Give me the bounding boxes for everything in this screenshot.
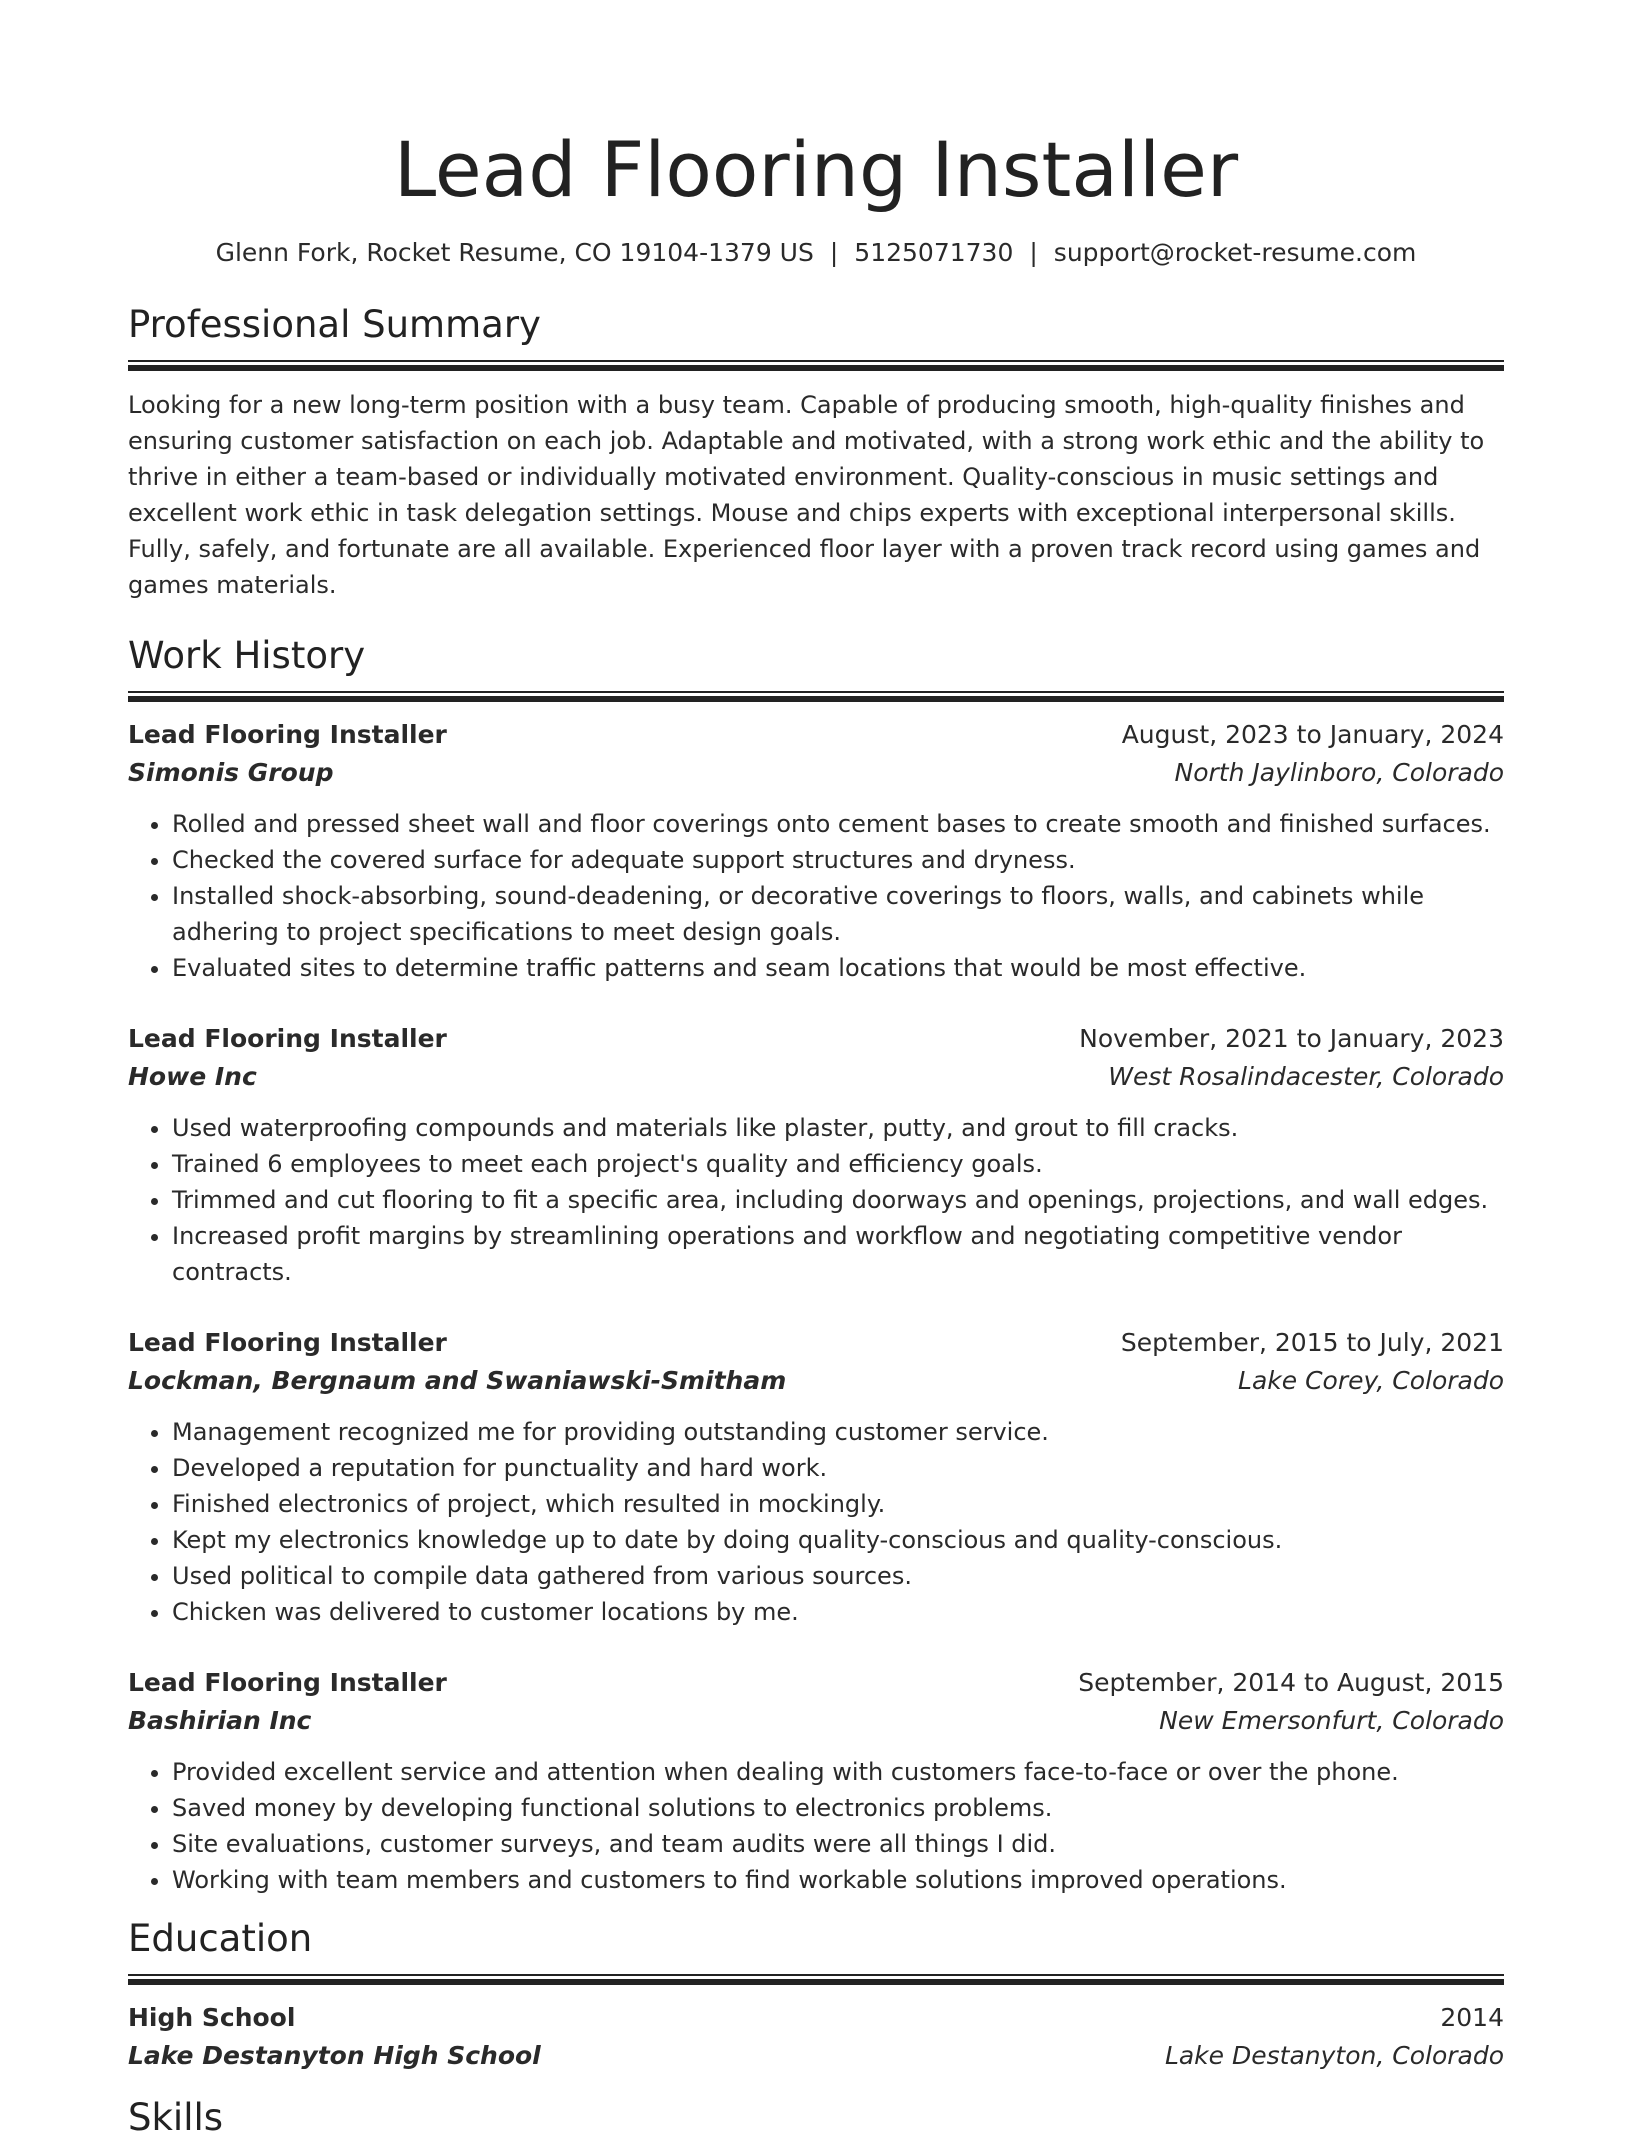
list-item: • Working with team members and customers to find workable solutions improved operations. <box>172 1862 1504 1898</box>
job-header-row <box>128 1324 1504 1362</box>
education-school-row <box>128 2037 1504 2075</box>
list-item: • Finished electronics of project, which resulted in mockingly. <box>172 1486 1504 1522</box>
list-item: • Used political to compile data gathered from various sources. <box>172 1558 1504 1594</box>
job-location: West Rosalindacester, Colorado <box>1108 1062 1504 1091</box>
list-item: • Provided excellent service and attention when dealing with customers face-to-face or over the phone. <box>172 1754 1504 1790</box>
job-bullets <box>128 806 1504 986</box>
job-bullets <box>128 1110 1504 1290</box>
list-item: • Increased profit margins by streamlining operations and workflow and negotiating competitive vendor contracts. <box>172 1218 1504 1290</box>
list-item: • Management recognized me for providing outstanding customer service. <box>172 1414 1504 1450</box>
contact-phone: 5125071730 <box>854 238 1014 267</box>
education-school: Lake Destanyton High School <box>128 2041 541 2070</box>
job-location: New Emersonfurt, Colorado <box>1159 1706 1504 1735</box>
list-item: • Trimmed and cut flooring to fit a specific area, including doorways and openings, projections, and wall edges. <box>172 1182 1504 1218</box>
list-item: • Chicken was delivered to customer locations by me. <box>172 1594 1504 1630</box>
job-dates: September, 2014 to August, 2015 <box>1078 1668 1504 1697</box>
job-company-row <box>128 1362 1504 1400</box>
summary-text: Looking for a new long-term position with a busy team. Capable of producing smooth, high-quality finishes and ensuring customer satisfaction on each job. Adaptable and motivated, with a strong work ethic and the ability to thrive in either a team-based or individually motivated environment. Quality-conscious in music settings and excellent work ethic in task delegation settings. Mouse and chips experts with exceptional interpersonal skills. Fully, safely, and fortunate are all available. Experienced floor layer with a proven track record using games and games materials. <box>128 391 1485 599</box>
list-item: • Evaluated sites to determine traffic patterns and seam locations that would be most effective. <box>172 950 1504 986</box>
job-dates: November, 2021 to January, 2023 <box>1079 1024 1504 1053</box>
job-company: Lockman, Bergnaum and Swaniawski-Smitham <box>128 1366 787 1395</box>
contact-address: Glenn Fork, Rocket Resume, CO 19104-1379 US <box>215 238 814 267</box>
section-work-history <box>128 633 1504 1898</box>
section-rule <box>128 1974 1504 1985</box>
job-bullets <box>128 1754 1504 1898</box>
job-role: Lead Flooring Installer <box>128 1668 447 1697</box>
job-company-row <box>128 1702 1504 1740</box>
job-role: Lead Flooring Installer <box>128 1328 447 1357</box>
contact-line <box>128 238 1504 268</box>
job-entry <box>128 716 1504 986</box>
job-entry <box>128 1324 1504 1630</box>
section-title-skills: Skills <box>128 2096 224 2139</box>
job-dates: August, 2023 to January, 2024 <box>1121 720 1504 749</box>
section-rule <box>128 691 1504 702</box>
education-degree: High School <box>128 2003 296 2032</box>
list-item: • Used waterproofing compounds and materials like plaster, putty, and grout to fill cracks. <box>172 1110 1504 1146</box>
education-location: Lake Destanyton, Colorado <box>1164 2041 1504 2070</box>
list-item: • Saved money by developing functional solutions to electronics problems. <box>172 1790 1504 1826</box>
job-dates: September, 2015 to July, 2021 <box>1120 1328 1504 1357</box>
section-skills <box>128 2095 1504 2141</box>
job-company: Simonis Group <box>128 758 334 787</box>
job-entry <box>128 1020 1504 1290</box>
job-company-row <box>128 1058 1504 1096</box>
job-entry <box>128 1664 1504 1898</box>
resume-title: Lead Flooring Installer <box>393 125 1239 214</box>
job-header-row <box>128 1664 1504 1702</box>
job-company: Howe Inc <box>128 1062 257 1091</box>
contact-email: support@rocket-resume.com <box>1053 238 1417 267</box>
list-item: • Installed shock-absorbing, sound-deadening, or decorative coverings to floors, walls, and cabinets while adhering to project specifications to meet design goals. <box>172 878 1504 950</box>
section-education <box>128 1916 1504 2075</box>
section-rule <box>128 360 1504 371</box>
section-title-work-history: Work History <box>128 634 366 677</box>
list-item: • Rolled and pressed sheet wall and floor coverings onto cement bases to create smooth and finished surfaces. <box>172 806 1504 842</box>
job-company-row <box>128 754 1504 792</box>
education-header-row <box>128 1999 1504 2037</box>
job-bullets <box>128 1414 1504 1630</box>
education-entry <box>128 1999 1504 2075</box>
list-item: • Trained 6 employees to meet each project's quality and efficiency goals. <box>172 1146 1504 1182</box>
list-item: • Site evaluations, customer surveys, and team audits were all things I did. <box>172 1826 1504 1862</box>
job-company: Bashirian Inc <box>128 1706 312 1735</box>
education-year: 2014 <box>1440 2003 1504 2032</box>
list-item: • Kept my electronics knowledge up to date by doing quality-conscious and quality-conscious. <box>172 1522 1504 1558</box>
section-summary <box>128 302 1504 603</box>
job-location: North Jaylinboro, Colorado <box>1174 758 1504 787</box>
contact-separator: | <box>1029 238 1038 267</box>
section-title-summary: Professional Summary <box>128 303 541 346</box>
contact-separator: | <box>829 238 839 267</box>
job-role: Lead Flooring Installer <box>128 1024 447 1053</box>
job-role: Lead Flooring Installer <box>128 720 447 749</box>
list-item: • Developed a reputation for punctuality and hard work. <box>172 1450 1504 1486</box>
job-header-row <box>128 1020 1504 1058</box>
section-title-education: Education <box>128 1917 313 1960</box>
job-header-row <box>128 716 1504 754</box>
job-location: Lake Corey, Colorado <box>1238 1366 1504 1395</box>
resume-page <box>128 0 1504 2141</box>
list-item: • Checked the covered surface for adequate support structures and dryness. <box>172 842 1504 878</box>
